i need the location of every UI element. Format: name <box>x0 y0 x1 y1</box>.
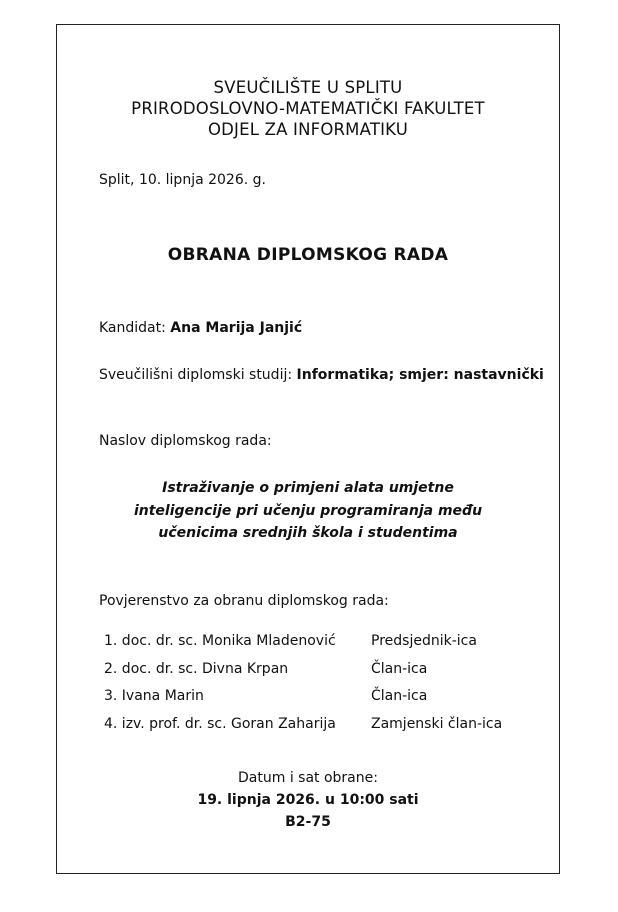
defense-datetime: 19. lipnja 2026. u 10:00 sati <box>197 792 419 808</box>
committee-label: Povjerenstvo za obranu diplomskog rada: <box>99 593 389 609</box>
candidate-field <box>99 320 302 336</box>
member-name: 1. doc. dr. sc. Monika Mladenović <box>104 633 336 649</box>
thesis-title: Istraživanje o primjeni alata umjetne inteligencije pri učenju programiranja među učenicima srednjih škola i studentima <box>133 480 483 541</box>
committee-member <box>104 716 502 744</box>
thesis-label: Naslov diplomskog rada: <box>99 433 272 449</box>
member-role: Predsjednik-ica <box>371 633 477 649</box>
faculty-name: PRIRODOSLOVNO-MATEMATIČKI FAKULTET <box>131 99 485 118</box>
committee-list <box>104 633 502 743</box>
institution-header <box>57 77 559 140</box>
member-name: 4. izv. prof. dr. sc. Goran Zaharija <box>104 715 336 732</box>
study-label: Sveučilišni diplomski studij: <box>99 367 293 383</box>
document-title: OBRANA DIPLOMSKOG RADA <box>167 245 449 265</box>
defense-room: B2-75 <box>285 814 331 830</box>
defense-info <box>57 767 559 833</box>
candidate-name: Ana Marija Janjić <box>170 320 303 336</box>
study-program: Informatika; smjer: nastavnički <box>296 367 544 383</box>
committee-member <box>104 661 502 689</box>
document-page <box>56 24 560 874</box>
place-date: Split, 10. lipnja 2026. g. <box>99 172 266 188</box>
department-name: ODJEL ZA INFORMATIKU <box>207 120 409 139</box>
study-field <box>99 367 544 383</box>
committee-member <box>104 633 502 661</box>
university-name: SVEUČILIŠTE U SPLITU <box>213 78 403 97</box>
member-role: Zamjenski član-ica <box>371 715 503 732</box>
member-role: Član-ica <box>371 688 428 704</box>
member-name: 2. doc. dr. sc. Divna Krpan <box>104 660 289 677</box>
committee-member <box>104 688 502 716</box>
candidate-label: Kandidat: <box>99 320 166 336</box>
member-name: 3. Ivana Marin <box>104 688 204 704</box>
defense-label: Datum i sat obrane: <box>238 770 378 786</box>
member-role: Član-ica <box>371 660 428 677</box>
